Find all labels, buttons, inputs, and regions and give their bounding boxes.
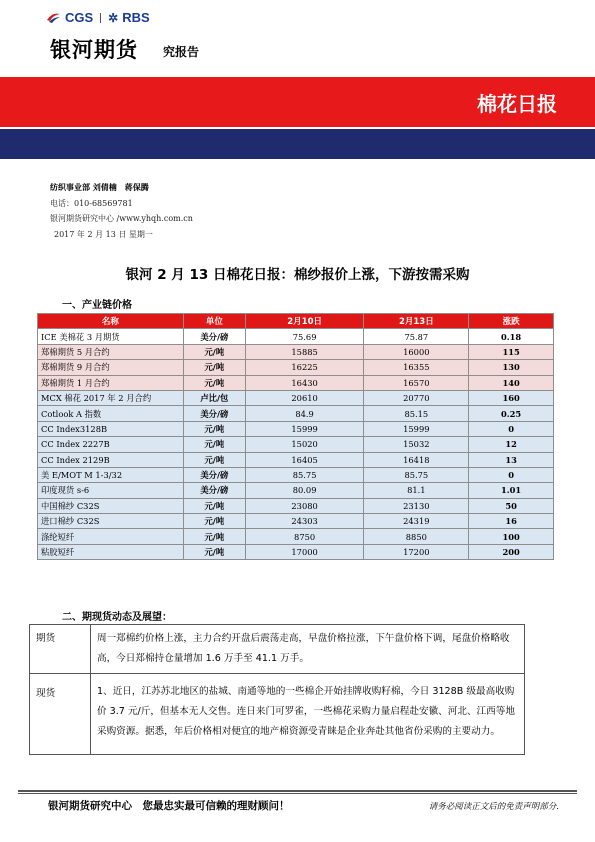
phone-line: 电话：010-68569781 (50, 199, 133, 208)
cell-change-value: 0 (469, 421, 554, 436)
table-row (38, 544, 554, 559)
cell-change-value: 16 (469, 514, 554, 529)
cell-date1-value: 15020 (245, 437, 364, 452)
footer-rule-thin (18, 793, 577, 794)
cell-date1-value: 85.75 (245, 467, 364, 482)
cell-date1-value: 75.69 (245, 329, 364, 344)
cell-name: 郑棉期货 5 月合约 (38, 344, 184, 359)
cell-date2-value: 24319 (364, 514, 469, 529)
cell-change-value: 140 (469, 375, 554, 390)
dynamics-row-futures (30, 625, 525, 674)
table-row (38, 467, 554, 482)
cell-date1-value: 80.09 (245, 483, 364, 498)
cell-unit: 元/吨 (183, 498, 245, 513)
table-row (38, 375, 554, 390)
cell-name: 涤纶短纤 (38, 529, 184, 544)
main-title: 银河 2 月 13 日棉花日报：棉纱报价上涨，下游按需采购 (125, 267, 470, 283)
price-table-body (38, 329, 554, 560)
col-header-unit: 单位 (183, 314, 245, 329)
report-title: 棉花日报 (477, 92, 557, 116)
cell-date2-value: 16418 (364, 452, 469, 467)
cell-unit: 元/吨 (183, 375, 245, 390)
cell-name: CC Index 2227B (38, 437, 184, 452)
cell-date2-value: 85.15 (364, 406, 469, 421)
cell-name: MCX 棉花 2017 年 2 月合约 (38, 390, 184, 405)
logo-rbs-text: RBS (122, 10, 150, 25)
cell-change-value: 12 (469, 437, 554, 452)
cell-unit: 卢比/包 (183, 390, 245, 405)
cell-date2-value: 16570 (364, 375, 469, 390)
col-header-date2: 2月13日 (364, 314, 469, 329)
price-table (37, 313, 554, 560)
cell-date1-value: 8750 (245, 529, 364, 544)
dynamics-label-spot: 现货 (30, 674, 91, 755)
dynamics-text-spot: 1、近日，江苏苏北地区的盐城、南通等地的一些棉企开始挂牌收购籽棉，今日 3128B 级最高收购价 3.7 元/斤，但基本无人交售。连日来门可罗雀，一些棉花采购力量启程赴安徽、河北、江西等地采购资源。据悉，年后价格相对便宜的地产棉资源受青睐是企业奔赴其他省份采购的主要动力。 (91, 674, 525, 755)
footer-disclaimer: 请务必阅读正文后的免责声明部分. (428, 802, 559, 812)
logo-cgs-text: CGS (65, 10, 94, 25)
table-header-row (38, 314, 554, 329)
section-heading-dynamics: 二、期现货动态及展望： (62, 612, 172, 623)
rbs-logo-icon: ✲ (108, 10, 119, 25)
cell-unit: 元/吨 (183, 452, 245, 467)
cell-date2-value: 15032 (364, 437, 469, 452)
cell-unit: 元/吨 (183, 421, 245, 436)
cell-date1-value: 16430 (245, 375, 364, 390)
cell-name: 进口棉纱 C32S (38, 514, 184, 529)
cell-change-value: 100 (469, 529, 554, 544)
table-row (38, 406, 554, 421)
cell-unit: 美分/磅 (183, 406, 245, 421)
table-row (38, 344, 554, 359)
cell-date2-value: 15999 (364, 421, 469, 436)
table-row (38, 390, 554, 405)
dynamics-table (29, 624, 525, 755)
table-row (38, 360, 554, 375)
cell-date1-value: 15999 (245, 421, 364, 436)
table-row (38, 483, 554, 498)
cell-unit: 元/吨 (183, 544, 245, 559)
cell-date1-value: 24303 (245, 514, 364, 529)
col-header-change: 涨跌 (469, 314, 554, 329)
cell-change-value: 115 (469, 344, 554, 359)
cell-change-value: 0 (469, 467, 554, 482)
cell-unit: 元/吨 (183, 360, 245, 375)
cell-unit: 美分/磅 (183, 329, 245, 344)
cell-date1-value: 84.9 (245, 406, 364, 421)
table-row (38, 452, 554, 467)
cell-name: CC Index3128B (38, 421, 184, 436)
cell-date2-value: 16355 (364, 360, 469, 375)
author-names: 纺织事业部 刘倩楠 蒋保腾 (50, 182, 149, 192)
cell-unit: 元/吨 (183, 529, 245, 544)
section-heading-prices: 一、产业链价格 (62, 300, 132, 311)
cell-unit: 元/吨 (183, 514, 245, 529)
report-date: 2017 年 2 月 13 日 星期一 (54, 230, 153, 239)
cell-date1-value: 15885 (245, 344, 364, 359)
cell-change-value: 1.01 (469, 483, 554, 498)
cell-name: 郑棉期货 1 月合约 (38, 375, 184, 390)
cell-change-value: 130 (469, 360, 554, 375)
cell-date2-value: 17200 (364, 544, 469, 559)
dynamics-text-futures: 周一郑棉约价格上涨，主力合约开盘后震荡走高，早盘价格拉涨，下午盘价格下调，尾盘价格略收高，今日郑棉持仓量增加 1.6 万手至 41.1 万手。 (91, 625, 525, 674)
cgs-logo-icon (46, 12, 61, 23)
dynamics-label-futures: 期货 (30, 625, 91, 674)
cell-date1-value: 20610 (245, 390, 364, 405)
cell-unit: 元/吨 (183, 437, 245, 452)
cell-name: ICE 美棉花 3 月期货 (38, 329, 184, 344)
dynamics-row-spot (30, 674, 525, 755)
header-navy-band (0, 129, 595, 159)
logo-divider (100, 13, 101, 23)
cell-date1-value: 23080 (245, 498, 364, 513)
company-logo (46, 10, 150, 25)
cell-change-value: 0.25 (469, 406, 554, 421)
cell-date2-value: 85.75 (364, 467, 469, 482)
author-line (50, 182, 149, 193)
table-row (38, 498, 554, 513)
brand-name: 银河期货 (50, 38, 138, 62)
org-line: 银河期货研究中心 /www.yhqh.com.cn (50, 214, 193, 223)
table-row (38, 529, 554, 544)
cell-change-value: 0.18 (469, 329, 554, 344)
cell-name: 印度现货 s-6 (38, 483, 184, 498)
cell-change-value: 200 (469, 544, 554, 559)
cell-name: 美 E/MOT M 1-3/32 (38, 467, 184, 482)
cell-date2-value: 20770 (364, 390, 469, 405)
cell-date1-value: 17000 (245, 544, 364, 559)
table-row (38, 437, 554, 452)
cell-date1-value: 16225 (245, 360, 364, 375)
table-row (38, 329, 554, 344)
col-header-date1: 2月10日 (245, 314, 364, 329)
cell-name: Cotlook A 指数 (38, 406, 184, 421)
table-row (38, 421, 554, 436)
cell-date2-value: 75.87 (364, 329, 469, 344)
cell-change-value: 13 (469, 452, 554, 467)
cell-unit: 元/吨 (183, 344, 245, 359)
cell-name: 郑棉期货 9 月合约 (38, 360, 184, 375)
cell-date1-value: 16405 (245, 452, 364, 467)
footer-rule-thick (18, 790, 577, 792)
col-header-name: 名称 (38, 314, 184, 329)
cell-unit: 美分/磅 (183, 467, 245, 482)
cell-change-value: 50 (469, 498, 554, 513)
cell-name: CC Index 2129B (38, 452, 184, 467)
cell-change-value: 160 (469, 390, 554, 405)
brand-subtitle: 究报告 (163, 45, 200, 59)
footer-slogan: 银河期货研究中心 您最忠实最可信赖的理财顾问！ (48, 800, 290, 812)
cell-date2-value: 8850 (364, 529, 469, 544)
cell-unit: 美分/磅 (183, 483, 245, 498)
cell-date2-value: 16000 (364, 344, 469, 359)
cell-name: 粘胶短纤 (38, 544, 184, 559)
cell-name: 中国棉纱 C32S (38, 498, 184, 513)
cell-date2-value: 81.1 (364, 483, 469, 498)
table-row (38, 514, 554, 529)
cell-date2-value: 23130 (364, 498, 469, 513)
